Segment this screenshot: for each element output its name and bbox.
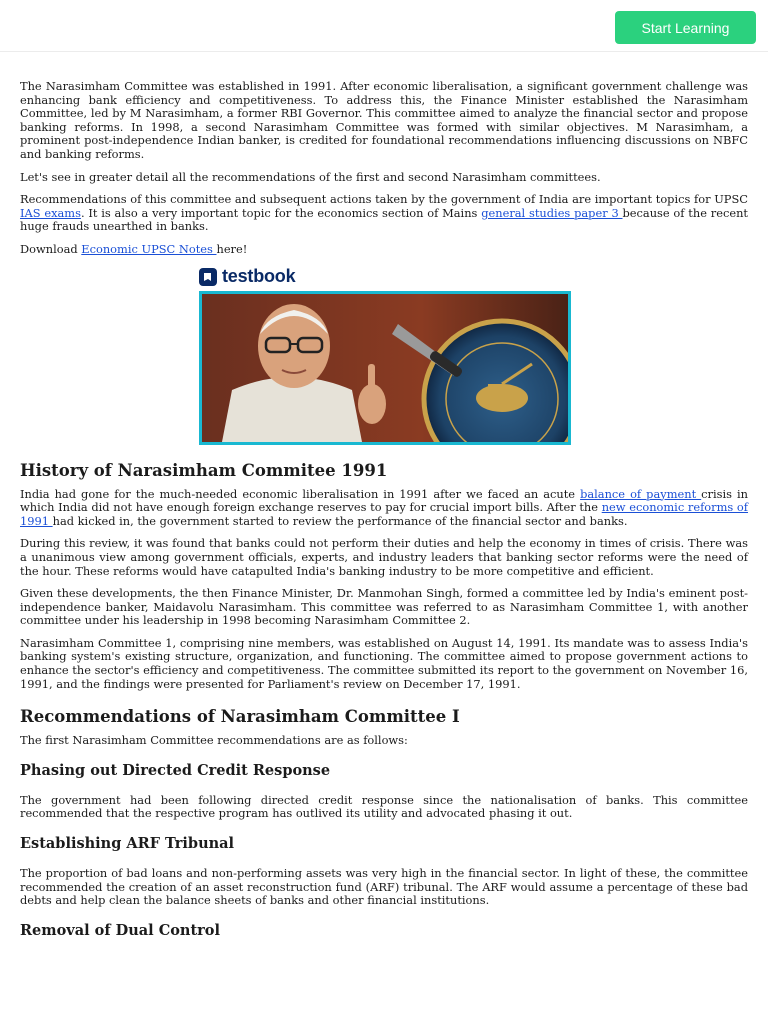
history-paragraph-2: During this review, it was found that banks could not perform their duties and help the economy in times of crisis. There was a unanimous view among government officials, experts, and industry leaders that banking sector reforms were the need of the hour. These reforms would have catapulted India's banking industry to be more competitive and efficient.	[20, 536, 748, 578]
article-figure	[199, 266, 571, 445]
intro-paragraph-2: Let's see in greater detail all the recommendations of the first and second Narasimham committees.	[20, 169, 601, 184]
general-studies-paper-3-link[interactable]: general studies paper 3	[481, 205, 623, 220]
testbook-logo-icon	[199, 268, 217, 286]
recommendations-heading: Recommendations of Narasimham Committee I	[20, 707, 460, 727]
arf-tribunal-heading: Establishing ARF Tribunal	[20, 835, 235, 853]
history-paragraph-4: Narasimham Committee 1, comprising nine members, was established on August 14, 1991. Its mandate was to assess India's banking system's existing structure, organization, and functioning. The committee aimed to propose government actions to enhance the sector's efficiency and competitiveness. The committee submitted its report to the government on November 16, 1991, and the findings were presented for Parliament's review on December 17, 1991.	[20, 635, 748, 691]
history-paragraph-1: India had gone for the much-needed economic liberalisation in 1991 after we faced an acute balance of payment crisis in which India did not have enough foreign exchange reserves to pay for crucial import bills. After the new economic reforms of 1991 had kicked in, the government started to review the performance of the financial sector and banks.	[20, 486, 749, 528]
testbook-logo-text: testbook	[222, 266, 296, 287]
recommendations-intro: The first Narasimham Committee recommendations are as follows:	[20, 733, 408, 748]
balance-of-payment-link[interactable]: balance of payment	[580, 486, 702, 501]
history-heading: History of Narasimham Commitee 1991	[20, 460, 388, 480]
download-paragraph: Download Economic UPSC Notes here!	[20, 241, 248, 256]
testbook-logo	[199, 266, 571, 288]
article-body	[20, 80, 748, 954]
start-learning-button[interactable]: Start Learning	[615, 11, 756, 44]
economic-upsc-notes-link[interactable]: Economic UPSC Notes	[81, 241, 217, 256]
history-paragraph-3: Given these developments, the then Finance Minister, Dr. Manmohan Singh, formed a committee led by India's eminent post-independence banker, Maidavolu Narasimham. This committee was referred to as Narasimham Committee 1, with another committee under his leadership in 1998 becoming Narasimham Committee 2.	[20, 586, 748, 628]
phasing-out-text: The government had been following directed credit response since the nationalisation of banks. This committee recommended that the respective program has outlived its utility and advocated phasing it out.	[20, 792, 748, 821]
ias-exams-link[interactable]: IAS exams	[20, 205, 81, 220]
intro-paragraph-1: The Narasimham Committee was established in 1991. After economic liberalisation, a significant government challenge was enhancing bank efficiency and competitiveness. To address this, the Finance Minister established the Narasimham Committee, led by M Narasimham, a former RBI Governor. This committee aimed to analyze the financial sector and propose banking reforms. In 1998, a second Narasimham Committee was formed with similar objectives. M Narasimham, a prominent post-independence Indian banker, is credited for foundational recommendations influencing discussions on NBFC and banking reforms.	[20, 79, 748, 161]
dual-control-heading: Removal of Dual Control	[20, 921, 220, 939]
arf-tribunal-text: The proportion of bad loans and non-performing assets was very high in the financial sector. In light of these, the committee recommended the creation of an asset reconstruction fund (ARF) tribunal. The ARF would assume a percentage of these bad debts and help clean the balance sheets of banks and other financial institutions.	[20, 866, 748, 908]
new-economic-reforms-link[interactable]: new economic reforms of 1991	[20, 500, 749, 528]
narasimham-photo	[199, 291, 571, 445]
intro-paragraph-3: Recommendations of this committee and subsequent actions taken by the government of India are important topics for UPSC IAS exams. It is also a very important topic for the economics section of Mains general studies paper 3 because of the recent huge frauds unearthed in banks.	[20, 192, 748, 234]
phasing-out-heading: Phasing out Directed Credit Response	[20, 761, 331, 779]
top-bar	[0, 0, 768, 52]
